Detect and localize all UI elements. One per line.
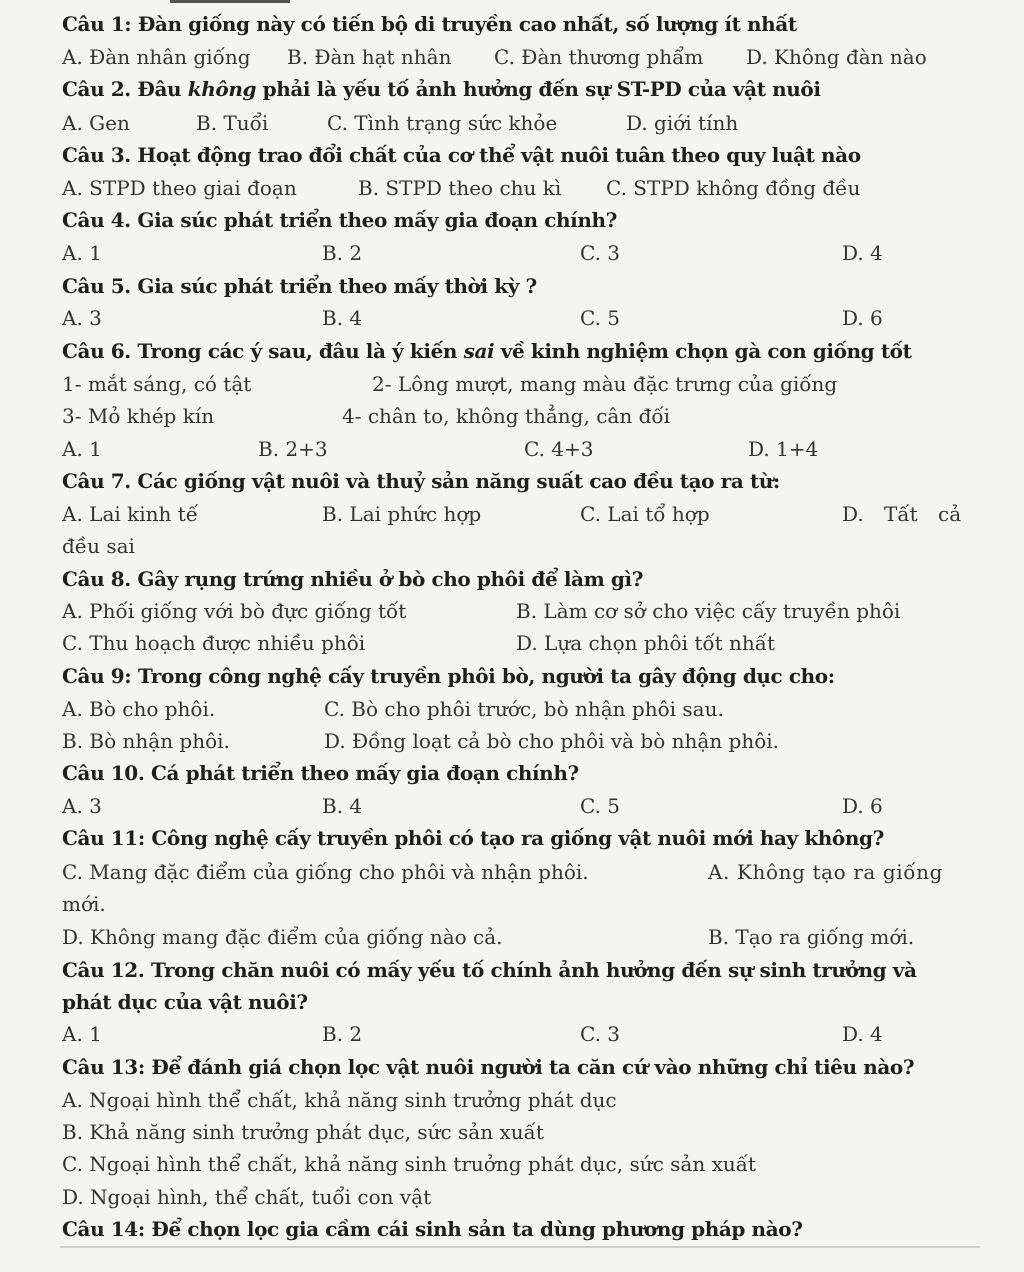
option-d: D. Không đàn nào [746, 45, 927, 69]
question-6-statements-1 [0, 368, 1024, 400]
option-d: D. 6 [842, 794, 883, 818]
option-a: A. Ngoại hình thể chất, khả năng sinh trưởng phát dục [62, 1088, 617, 1112]
option-d: D. 1+4 [748, 437, 819, 461]
question-11-text: Câu 11: Công nghệ cấy truyền phôi có tạo ra giống vật nuôi mới hay không? [62, 826, 884, 850]
question-12 [0, 954, 1024, 986]
option-a: A. Bò cho phôi. [62, 697, 216, 721]
option-a: A. Gen [62, 111, 130, 135]
question-14-text: Câu 14: Để chọn lọc gia cầm cái sinh sản ta dùng phương pháp nào? [62, 1217, 803, 1241]
bottom-rule [60, 1246, 980, 1248]
question-10-text: Câu 10. Cá phát triển theo mấy gia đoạn chính? [62, 761, 579, 785]
option-b: B. 4 [322, 794, 363, 818]
option-d: D. Không mang đặc điểm của giống nào cả. [62, 925, 503, 949]
question-5-text: Câu 5. Gia súc phát triển theo mấy thời kỳ ? [62, 274, 537, 298]
option-d-continued: đều sai [62, 534, 135, 558]
option-a-continued: mới. [62, 892, 106, 916]
option-b: B. Tuổi [196, 111, 269, 135]
option-a: A. 1 [62, 241, 102, 265]
option-c: C. Bò cho phôi trước, bò nhận phôi sau. [324, 697, 724, 721]
top-rule [170, 0, 290, 3]
question-3-options [0, 172, 1024, 204]
option-c: C. STPD không đồng đều [606, 176, 861, 200]
option-c: C. 5 [580, 306, 621, 330]
option-a: A. Không tạo ra giống [708, 860, 943, 884]
option-b: B. 4 [322, 306, 363, 330]
question-6-text [62, 335, 911, 367]
option-c: C. 5 [580, 794, 621, 818]
option-c: C. Mang đặc điểm của giống cho phôi và nhận phôi. [62, 860, 589, 884]
question-2-pre: Câu 2. Đâu [62, 77, 188, 101]
option-c: C. 4+3 [524, 437, 594, 461]
option-a: A. 1 [62, 1022, 102, 1046]
statement-2: 2- Lông mượt, mang màu đặc trưng của giống [372, 372, 838, 396]
option-d: D. 6 [842, 306, 883, 330]
question-9 [0, 660, 1024, 692]
question-13-option-a [0, 1084, 1024, 1116]
question-2 [0, 73, 1024, 105]
option-c: C. 3 [580, 1022, 621, 1046]
option-b: B. STPD theo chu kì [358, 176, 562, 200]
question-6-statements-2 [0, 400, 1024, 432]
question-8-text: Câu 8. Gây rụng trứng nhiều ở bò cho phôi để làm gì? [62, 567, 644, 591]
question-11-options-wrap [0, 888, 1024, 920]
question-7 [0, 465, 1024, 497]
option-c: C. Thu hoạch được nhiều phôi [62, 631, 366, 655]
question-13 [0, 1051, 1024, 1083]
question-5-options [0, 302, 1024, 334]
option-b: B. Tạo ra giống mới. [708, 925, 915, 949]
question-6-options [0, 433, 1024, 465]
option-c: C. Tình trạng sức khỏe [327, 111, 558, 135]
question-12-options [0, 1018, 1024, 1050]
question-9-options-1 [0, 693, 1024, 725]
question-13-option-d [0, 1181, 1024, 1213]
option-c: C. Đàn thương phẩm [494, 45, 704, 69]
option-b: B. 2 [322, 1022, 363, 1046]
option-c: C. Lai tổ hợp [580, 502, 710, 526]
question-3-text: Câu 3. Hoạt động trao đổi chất của cơ thể vật nuôi tuân theo quy luật nào [62, 143, 861, 167]
question-4-options [0, 237, 1024, 269]
statement-1: 1- mắt sáng, có tật [62, 372, 252, 396]
option-b: B. Lai phức hợp [322, 502, 482, 526]
option-a: A. STPD theo giai đoạn [62, 176, 297, 200]
option-a: A. Đàn nhân giống [62, 45, 251, 69]
question-9-options-2 [0, 725, 1024, 757]
question-8 [0, 563, 1024, 595]
option-b: B. Khả năng sinh trưởng phát dục, sức sản xuất [62, 1120, 544, 1144]
question-6-post: về kinh nghiệm chọn gà con giống tốt [494, 339, 912, 363]
question-10 [0, 757, 1024, 789]
question-1-text: Câu 1: Đàn giống này có tiến bộ di truyền cao nhất, số lượng ít nhất [62, 12, 797, 36]
question-10-options [0, 790, 1024, 822]
question-6-pre: Câu 6. Trong các ý sau, đâu là ý kiến [62, 339, 464, 363]
statement-4: 4- chân to, không thẳng, cân đối [342, 404, 670, 428]
question-4 [0, 204, 1024, 236]
question-11-options-2 [0, 921, 1024, 953]
option-b: B. 2 [322, 241, 363, 265]
question-13-option-c [0, 1148, 1024, 1180]
option-b: B. Đàn hạt nhân [287, 45, 452, 69]
question-12-text-continued: phát dục của vật nuôi? [62, 990, 308, 1014]
option-c: C. Ngoại hình thể chất, khả năng sinh truởng phát dục, sức sản xuất [62, 1152, 757, 1176]
statement-3: 3- Mỏ khép kín [62, 404, 215, 428]
option-a: A. 1 [62, 437, 102, 461]
question-5 [0, 270, 1024, 302]
question-13-text: Câu 13: Để đánh giá chọn lọc vật nuôi người ta căn cứ vào những chỉ tiêu nào? [62, 1055, 915, 1079]
option-d: D. 4 [842, 1022, 883, 1046]
option-d: D. Tất cả [842, 502, 962, 526]
question-1-options [0, 41, 1024, 73]
question-11-options-1 [0, 856, 1024, 888]
question-3 [0, 139, 1024, 171]
option-a: A. Phối giống với bò đực giống tốt [62, 599, 407, 623]
option-a: A. Lai kinh tế [62, 502, 199, 526]
question-7-options [0, 498, 1024, 530]
option-d: D. Lựa chọn phôi tốt nhất [516, 631, 776, 655]
question-1 [0, 8, 1024, 40]
question-2-text [62, 73, 821, 105]
question-12-text: Câu 12. Trong chăn nuôi có mấy yếu tố chính ảnh hưởng đến sự sinh trưởng và [62, 958, 917, 982]
question-8-options-1 [0, 595, 1024, 627]
option-d: D. 4 [842, 241, 883, 265]
question-14 [0, 1213, 1024, 1245]
question-7-options-wrap [0, 530, 1024, 562]
option-c: C. 3 [580, 241, 621, 265]
question-2-post: phải là yếu tố ảnh hưởng đến sự ST-PD của vật nuôi [256, 77, 821, 101]
option-d: D. Đồng loạt cả bò cho phôi và bò nhận phôi. [324, 729, 780, 753]
question-8-options-2 [0, 627, 1024, 659]
option-b: B. Bò nhận phôi. [62, 729, 230, 753]
option-b: B. 2+3 [258, 437, 328, 461]
question-12-continued [0, 986, 1024, 1018]
question-7-text: Câu 7. Các giống vật nuôi và thuỷ sản năng suất cao đều tạo ra từ: [62, 469, 780, 493]
question-6 [0, 335, 1024, 367]
option-a: A. 3 [62, 794, 102, 818]
question-4-text: Câu 4. Gia súc phát triển theo mấy gia đoạn chính? [62, 208, 617, 232]
question-11 [0, 822, 1024, 854]
option-d: D. giới tính [626, 111, 739, 135]
option-b: B. Làm cơ sở cho việc cấy truyền phôi [516, 599, 901, 623]
option-a: A. 3 [62, 306, 102, 330]
question-2-options [0, 107, 1024, 139]
question-13-option-b [0, 1116, 1024, 1148]
question-6-emphasis: sai [463, 339, 495, 363]
question-2-emphasis: không [187, 77, 257, 101]
question-9-text: Câu 9: Trong công nghệ cấy truyền phôi bò, người ta gây động dục cho: [62, 664, 835, 688]
option-d: D. Ngoại hình, thể chất, tuổi con vật [62, 1185, 432, 1209]
